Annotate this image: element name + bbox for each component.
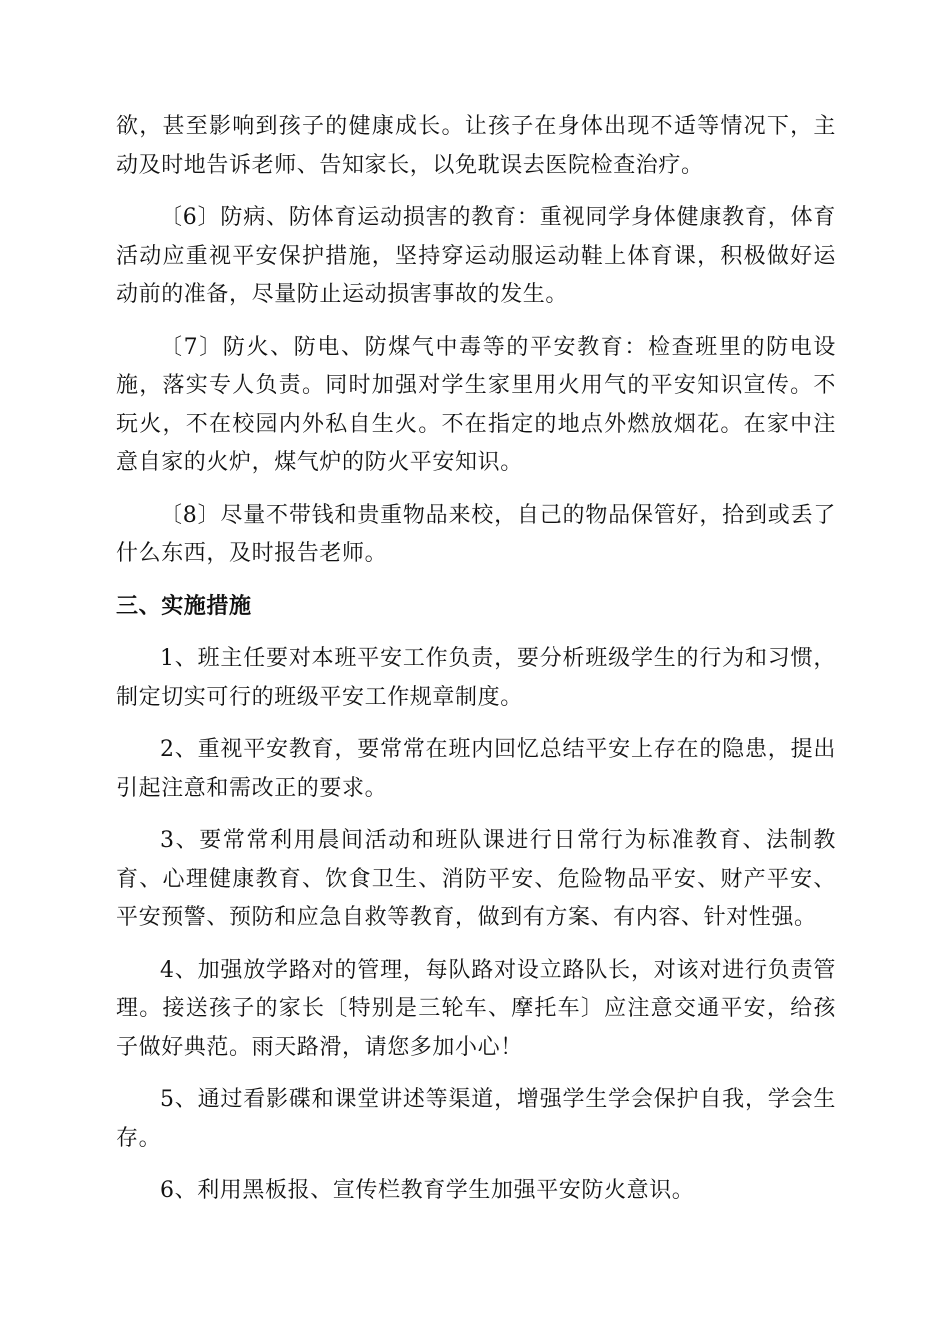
- paragraph-item-8: 〔8〕尽量不带钱和贵重物品来校，自己的物品保管好，拾到或丢了什么东西，及时报告老师。: [116, 502, 836, 566]
- section-heading: 三、实施措施: [116, 593, 252, 619]
- paragraph-item-7: 〔7〕防火、防电、防煤气中毒等的平安教育：检查班里的防电设施，落实专人负责。同时加强对学生家里用火用气的平安知识宣传。不玩火，不在校园内外私自生火。不在指定的地点外燃放烟花。在家中注意自家的火炉，煤气炉的防火平安知识。: [116, 334, 836, 475]
- measure-item-6: 6、利用黑板报、宣传栏教育学生加强平安防火意识。: [160, 1178, 695, 1203]
- paragraph-continuation: 欲，甚至影响到孩子的健康成长。让孩子在身体出现不适等情况下，主动及时地告诉老师、告知家长，以免耽误去医院检查治疗。: [116, 114, 836, 178]
- document-body: [116, 108, 836, 1225]
- measure-item-3: 3、要常常利用晨间活动和班队课进行日常行为标准教育、法制教育、心理健康教育、饮食卫生、消防平安、危险物品平安、财产平安、平安预警、预防和应急自救等教育，做到有方案、有内容、针对性强。: [116, 828, 836, 930]
- measure-item-2: 2、重视平安教育，要常常在班内回忆总结平安上存在的隐患，提出引起注意和需改正的要求。: [116, 737, 836, 801]
- measure-item-4: 4、加强放学路对的管理，每队路对设立路队长，对该对进行负责管理。接送孩子的家长〔特别是三轮车、摩托车〕应注意交通平安，给孩子做好典范。雨天路滑，请您多加小心！: [116, 957, 836, 1060]
- measure-item-5: 5、通过看影碟和课堂讲述等渠道，增强学生学会保护自我，学会生存。: [116, 1087, 836, 1151]
- measure-item-1: 1、班主任要对本班平安工作负责，要分析班级学生的行为和习惯，制定切实可行的班级平安工作规章制度。: [116, 646, 836, 710]
- paragraph-item-6: 〔6〕防病、防体育运动损害的教育：重视同学身体健康教育，体育活动应重视平安保护措施，坚持穿运动服运动鞋上体育课，积极做好运动前的准备，尽量防止运动损害事故的发生。: [116, 205, 836, 307]
